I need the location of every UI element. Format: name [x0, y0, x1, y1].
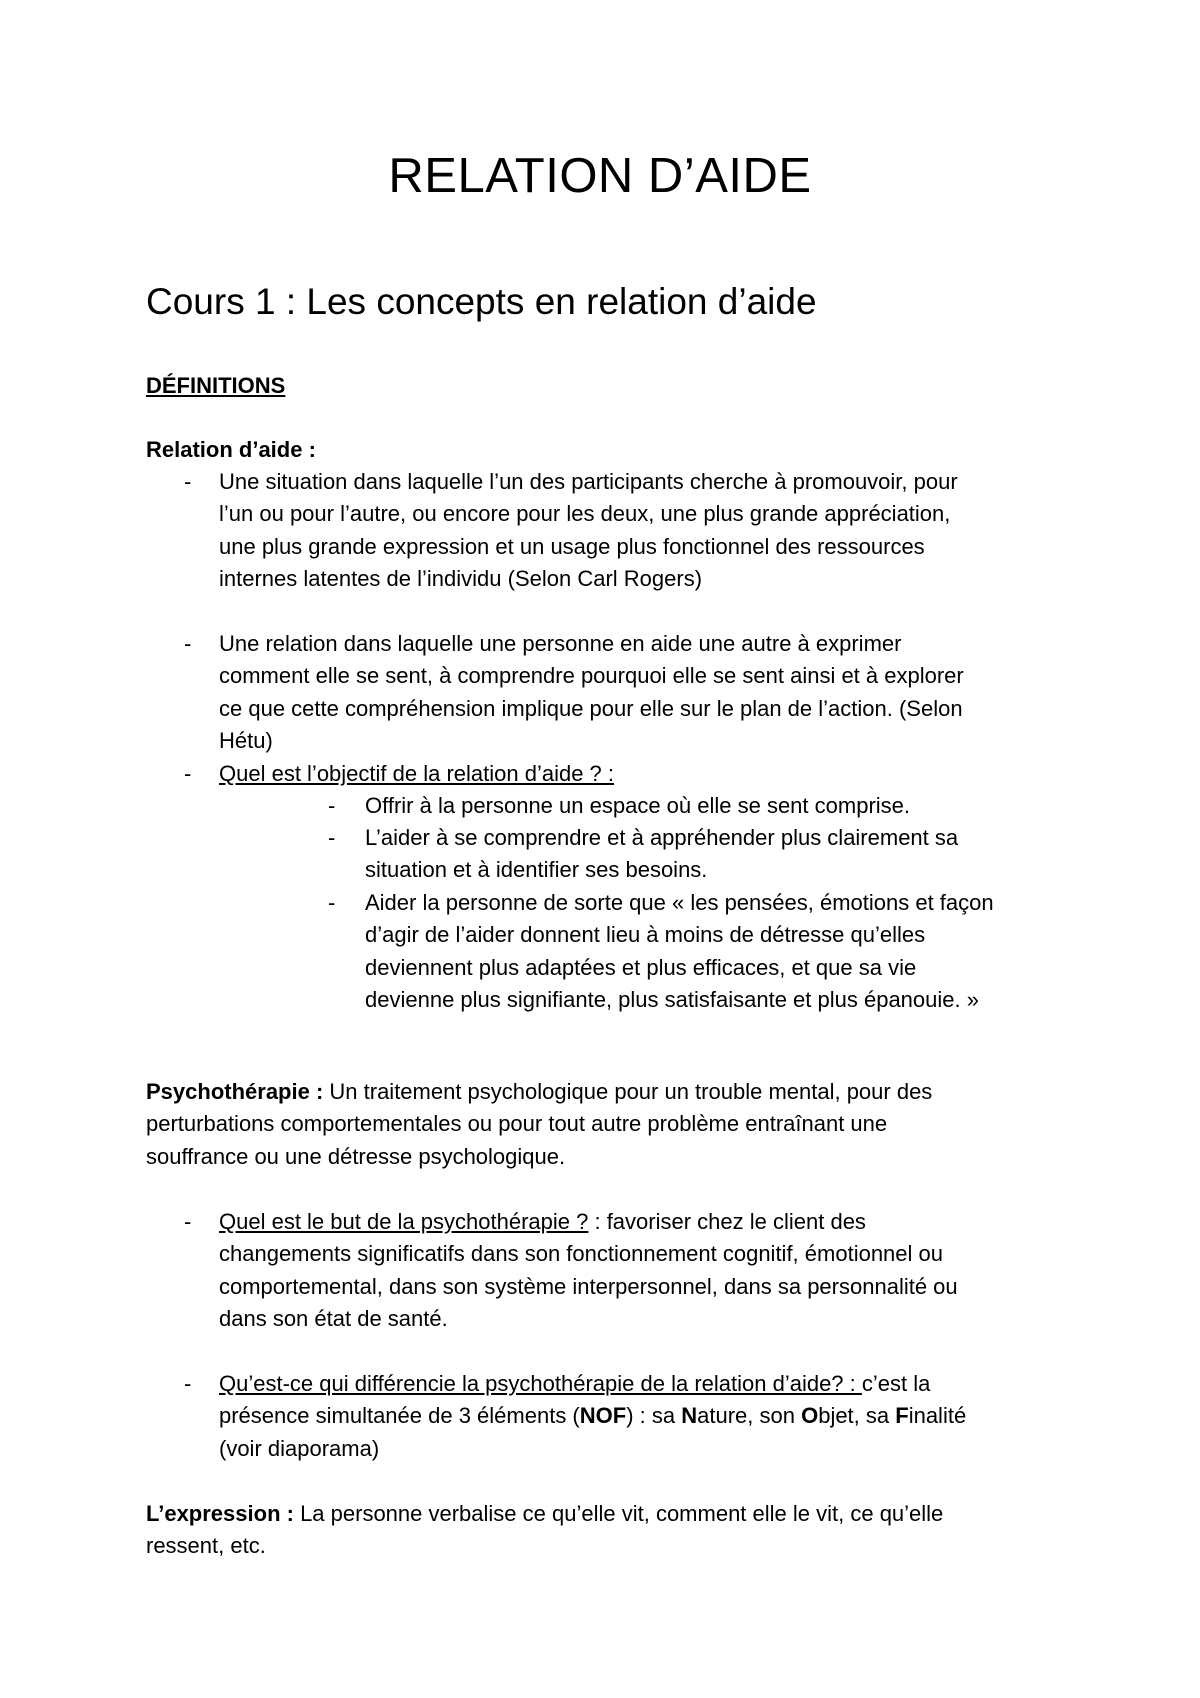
text-line: une plus grande expression et un usage plus fonctionnel des ressources	[219, 533, 925, 559]
bullet-text	[365, 790, 1065, 822]
text-line	[219, 1400, 1039, 1432]
answer-text: ) : sa	[626, 1403, 682, 1429]
bullet-dash: -	[184, 761, 192, 786]
text-line	[146, 1498, 1066, 1530]
text-line: souffrance ou une détresse psychologique.	[146, 1143, 566, 1169]
bullet-text	[219, 758, 1039, 790]
text-line	[219, 1368, 1039, 1400]
bullet-dash: -	[328, 825, 336, 850]
text-line: Une relation dans laquelle une personne en aide une autre à exprimer	[219, 631, 902, 656]
bullet-dash: -	[184, 1209, 192, 1234]
text-line: devienne plus signifiante, plus satisfaisante et plus épanouie. »	[365, 987, 979, 1013]
text-line	[219, 1206, 1039, 1238]
but-question: Quel est le but de la psychothérapie ?	[219, 1209, 589, 1234]
letter-o: O	[801, 1403, 819, 1429]
text-line: Une situation dans laquelle l’un des participants cherche à promouvoir, pour	[219, 469, 958, 494]
answer-text: inalité	[908, 1403, 967, 1429]
text-line: Hétu)	[219, 728, 273, 754]
text-line: comportemental, dans son système interpersonnel, dans sa personnalité ou	[219, 1273, 958, 1299]
bullet-text	[219, 1368, 1039, 1465]
section-heading-definitions: DÉFINITIONS	[146, 373, 286, 398]
text-line: Aider la personne de sorte que « les pensées, émotions et façon	[365, 890, 994, 915]
text-line: Offrir à la personne un espace où elle se sent comprise.	[365, 793, 911, 818]
definition-text: Un traitement psychologique pour un trouble mental, pour des	[323, 1079, 933, 1104]
letter-f: F	[895, 1403, 909, 1429]
expression-definition	[146, 1498, 1066, 1563]
text-line: perturbations comportementales ou pour tout autre problème entraînant une	[146, 1111, 888, 1137]
text-line: (voir diaporama)	[219, 1435, 380, 1461]
nof-acronym: NOF	[579, 1403, 627, 1429]
text-line: situation et à identifier ses besoins.	[365, 857, 708, 883]
bullet-text	[219, 466, 1039, 596]
bullet-dash: -	[328, 890, 336, 915]
letter-n: N	[681, 1403, 698, 1429]
text-line: dans son état de santé.	[219, 1306, 448, 1332]
psychotherapie-definition	[146, 1076, 1066, 1173]
answer-text: : favoriser chez le client des	[588, 1209, 866, 1234]
bullet-dash: -	[184, 1371, 192, 1396]
term-label-relation-aide: Relation d’aide :	[146, 437, 316, 462]
answer-text: bjet, sa	[818, 1403, 896, 1429]
text-line: L’aider à se comprendre et à appréhender plus clairement sa	[365, 825, 959, 850]
answer-text: ature, son	[697, 1403, 802, 1429]
text-line: changements significatifs dans son fonctionnement cognitif, émotionnel ou	[219, 1241, 943, 1267]
text-line: internes latentes de l’individu (Selon Carl Rogers)	[219, 566, 703, 592]
bullet-dash: -	[184, 469, 192, 494]
bullet-text	[365, 887, 1065, 1017]
text-line: d’agir de l’aider donnent lieu à moins de détresse qu’elles	[365, 922, 926, 948]
bullet-dash: -	[328, 793, 336, 818]
document-title: RELATION D’AIDE	[388, 149, 812, 203]
term-label-psychotherapie: Psychothérapie :	[146, 1079, 324, 1104]
text-line: deviennent plus adaptées et plus efficaces, et que sa vie	[365, 954, 917, 980]
text-line	[146, 1076, 1066, 1108]
text-line: comment elle se sent, à comprendre pourquoi elle se sent ainsi et à explorer	[219, 663, 964, 689]
difference-question: Qu’est-ce qui différencie la psychothérapie de la relation d’aide? :	[219, 1371, 862, 1396]
text-line: ce que cette compréhension implique pour elle sur le plan de l’action. (Selon	[219, 695, 963, 721]
answer-text: c’est la	[861, 1371, 931, 1396]
term-label-expression: L’expression :	[146, 1501, 294, 1526]
bullet-text	[219, 628, 1039, 758]
text-line: l’un ou pour l’autre, ou encore pour les deux, une plus grande appréciation,	[219, 501, 951, 527]
text-line: ressent, etc.	[146, 1533, 266, 1559]
bullet-text	[219, 1206, 1039, 1336]
answer-text: présence simultanée de 3 éléments (	[219, 1403, 580, 1429]
bullet-dash: -	[184, 631, 192, 656]
objective-question: Quel est l’objectif de la relation d’aide ? :	[219, 761, 615, 786]
definition-text: La personne verbalise ce qu’elle vit, comment elle le vit, ce qu’elle	[293, 1501, 944, 1526]
course-heading: Cours 1 : Les concepts en relation d’aide	[146, 281, 817, 322]
bullet-text	[365, 822, 1065, 887]
